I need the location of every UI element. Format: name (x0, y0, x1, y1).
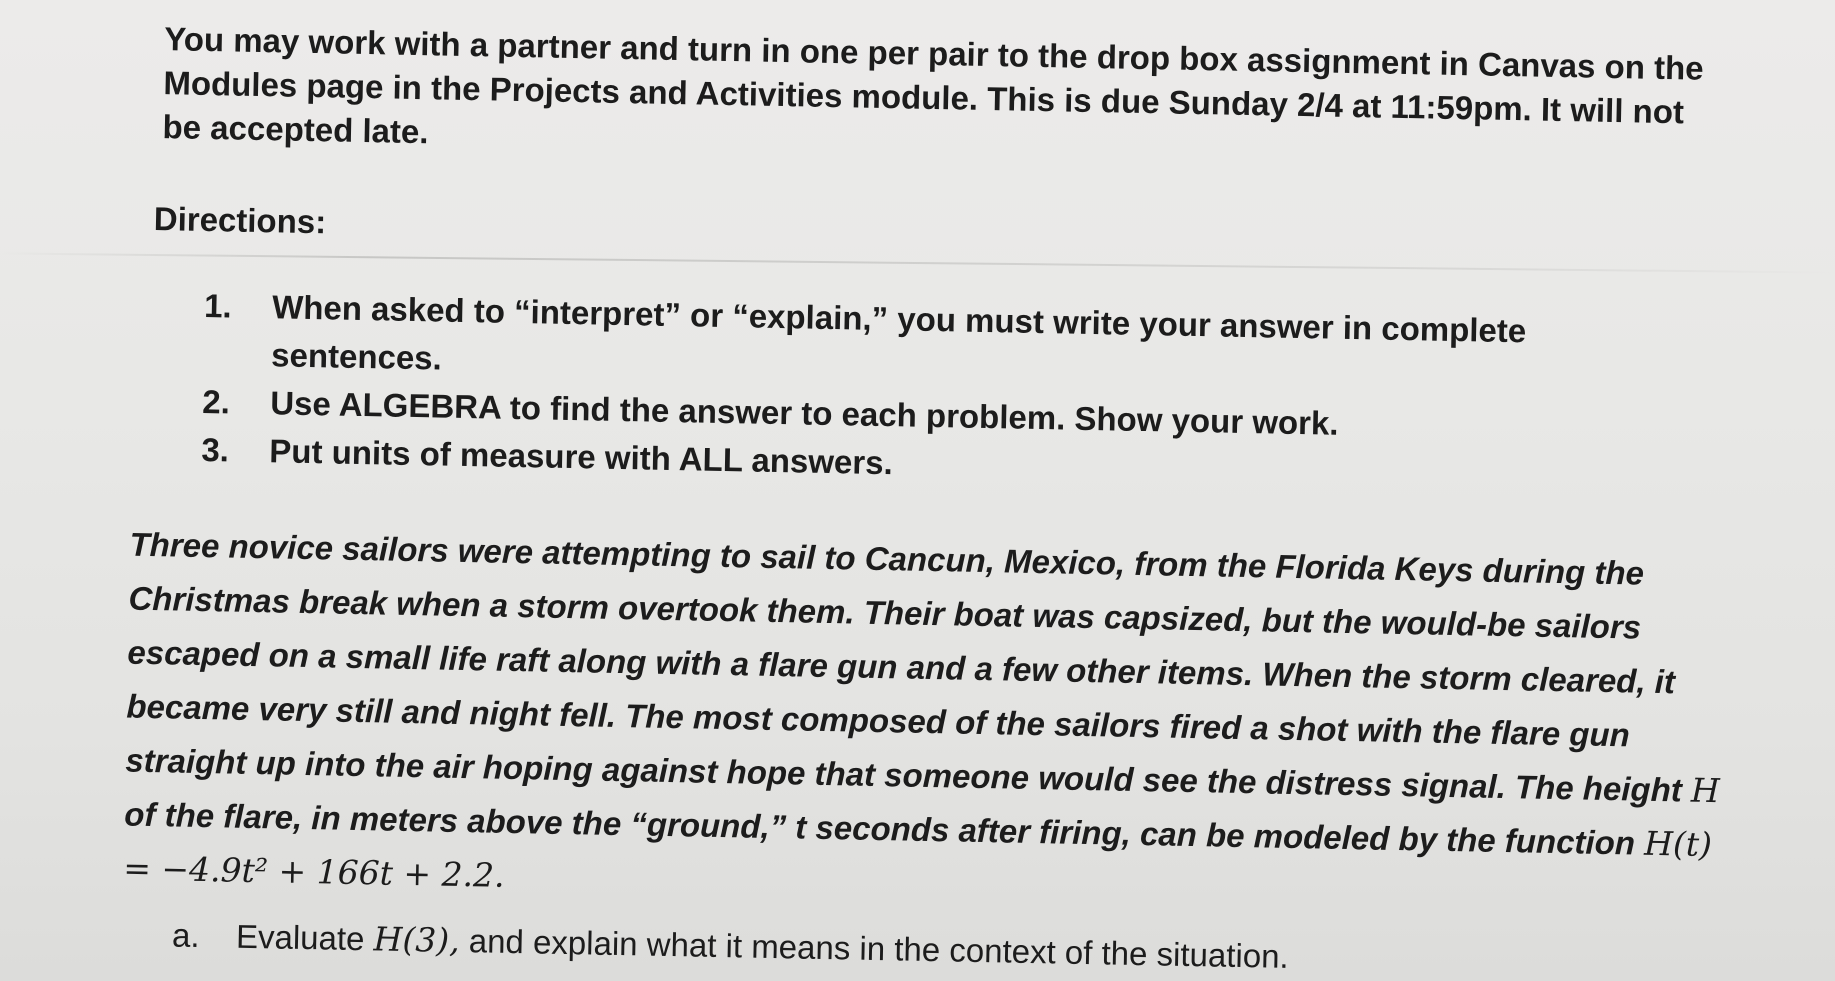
direction-number: 1. (203, 286, 233, 325)
directions-heading: Directions: (153, 199, 327, 241)
problem-statement (123, 518, 1750, 927)
problem-text: Three novice sailors were attempting to sail to Cancun, Mexico, from the Florida Keys during the Christmas break when a storm overtook them. Their boat was capsized, but the would-be sailors escaped on a small life raft along with a flare gun and a few other items. When the storm cleared, it became very still and night fell. The most composed of the sailors fired a shot with the flare gun straight up into the air hoping against hope that someone would see the distress signal. The height (125, 525, 1683, 809)
question-expression: H(3), (373, 919, 461, 960)
direction-number: 3. (201, 430, 230, 469)
question-text-end: and explain what it means in the context of the situation. (468, 922, 1290, 975)
direction-text: Use ALGEBRA to find the answer to each problem. Show your work. (269, 384, 1339, 442)
submission-instructions: You may work with a partner and turn in one per pair to the drop box assignment in Canvas on the Modules page in the Projects and Activities module. This is due Sunday 2/4 at 11:59pm. It will not be accepted late. (162, 20, 1704, 151)
direction-text: When asked to “interpret” or “explain,” you must write your answer in complete sentences. (270, 288, 1527, 377)
direction-text: Put units of measure with ALL answers. (269, 432, 894, 482)
height-variable: H (1690, 770, 1721, 811)
directions-list (201, 282, 1644, 502)
height-function: H(t) = −4.9t² + 166t + 2.2. (122, 823, 1713, 895)
question-a (172, 915, 1672, 981)
direction-number: 2. (201, 382, 231, 421)
question-text-start: Evaluate (235, 917, 365, 958)
question-label: a. (171, 916, 200, 955)
problem-text-continued: of the flare, in meters above the “ground,” t seconds after firing, can be modeled by the function (124, 795, 1636, 862)
